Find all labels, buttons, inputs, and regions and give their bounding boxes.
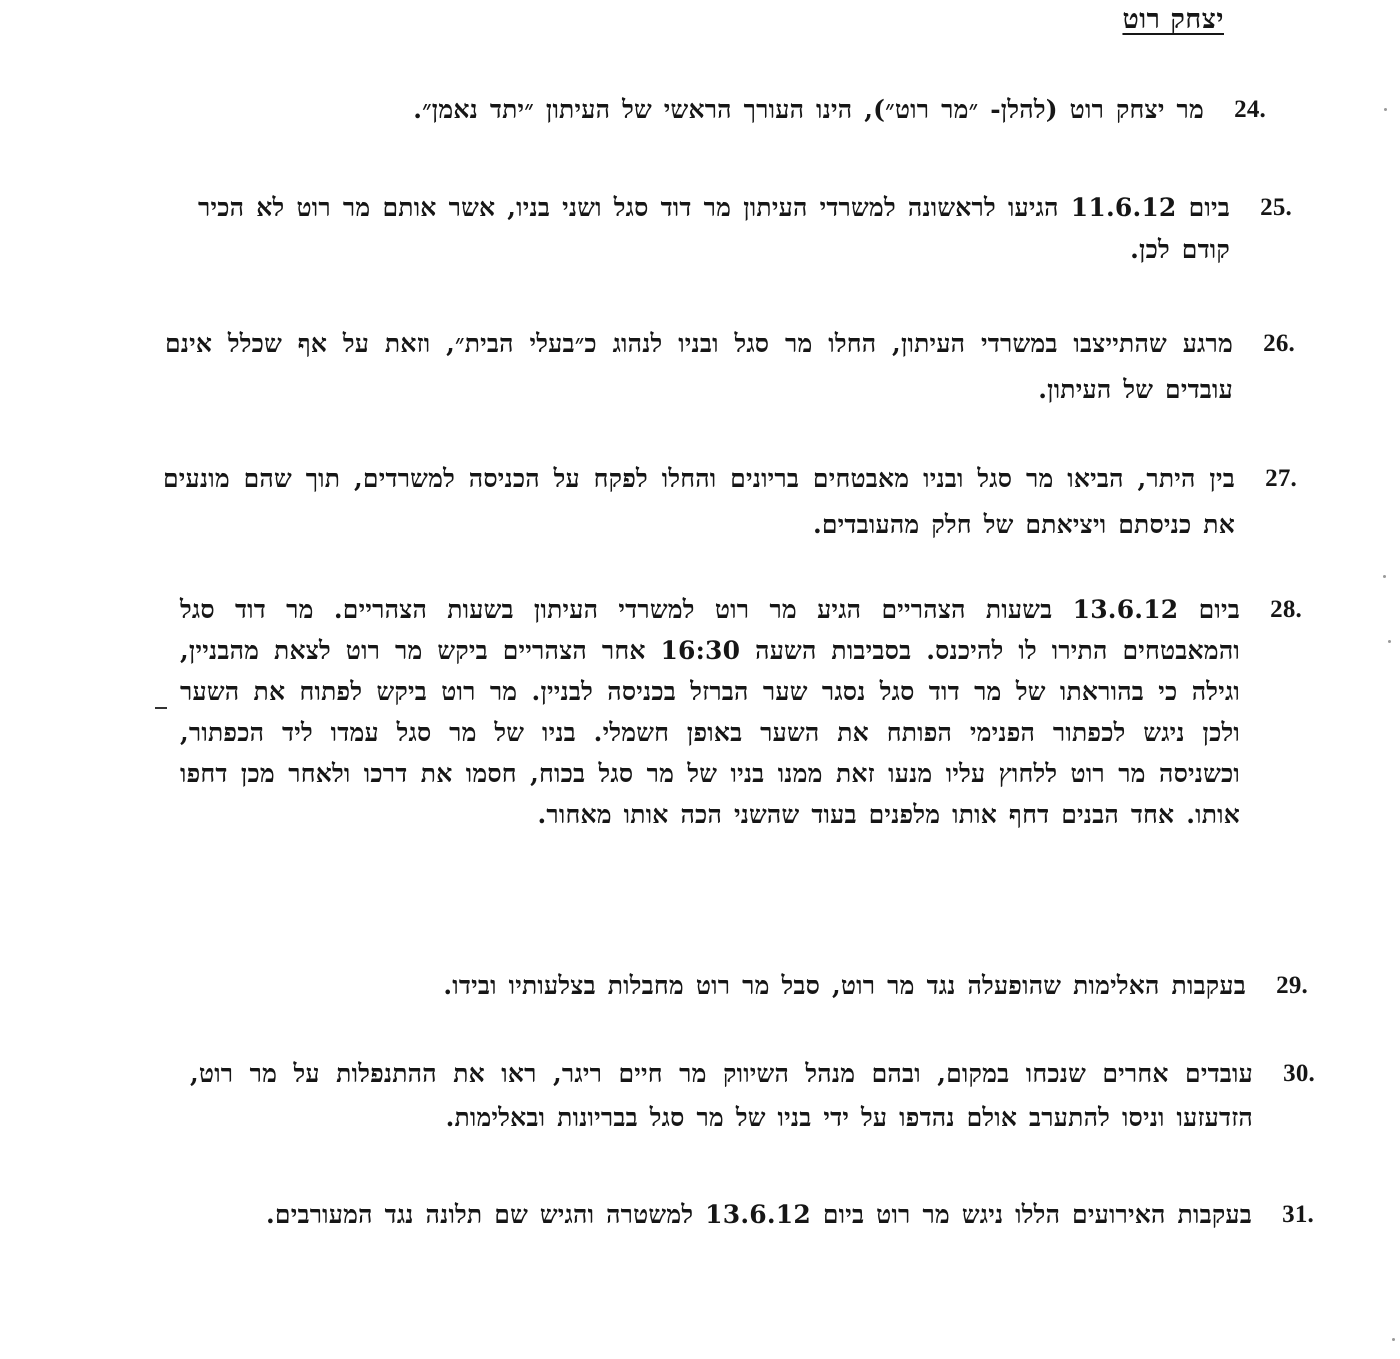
paragraph-text: בעקבות האירועים הללו ניגש מר רוט ביום 13.6.12 למשטרה והגיש שם תלונה נגד המעורבים. (265, 1200, 1252, 1229)
paragraph-number: 31. (1282, 1201, 1314, 1228)
paragraph-29 (356, 966, 1308, 1006)
scan-speck (1388, 640, 1391, 643)
paragraph-text: מר יצחק רוט (להלן- ״מר רוט״), הינו העורך הראשי של העיתון ״יתד נאמן״. (413, 95, 1204, 124)
paragraph-number: 29. (1276, 972, 1308, 999)
paragraph-text: עובדים אחרים שנכחו במקום, ובהם מנהל השיווק מר חיים ריגר, ראו את ההתנפלות על מר רוט, הזדעזעו וניסו להתערב אולם נהדפו על ידי בניו של מר סגל בבריונות ובאלימות. (190, 1059, 1253, 1132)
paragraph-31 (192, 1193, 1314, 1237)
scan-speck (1383, 575, 1386, 578)
paragraph-number: 30. (1283, 1060, 1315, 1087)
paragraph-text: בעקבות האלימות שהופעלה נגד מר רוט, סבל מר רוט מחבלות בצלעותיו ובידו. (443, 971, 1246, 1000)
margin-mark (155, 707, 167, 709)
document-title: יצחק רוט (1122, 4, 1224, 35)
paragraph-28 (180, 589, 1302, 835)
paragraph-25 (198, 187, 1292, 271)
paragraph-number: 25. (1260, 194, 1292, 221)
paragraph-number: 24. (1234, 96, 1266, 123)
paragraph-number: 28. (1270, 596, 1302, 623)
paragraph-text: ביום 11.6.12 הגיעו לראשונה למשרדי העיתון מר דוד סגל ושני בניו, אשר אותם מר רוט לא הכיר קודם לכן. (198, 193, 1230, 264)
scan-speck (1384, 108, 1387, 111)
paragraph-text: ביום 13.6.12 בשעות הצהריים הגיע מר רוט למשרדי העיתון בשעות הצהריים. מר דוד סגל והמאבטחים התירו לו להיכנס. בסביבות השעה 16:30 אחר הצהריים ביקש מר רוט לצאת מהבניין, וגילה כי בהוראתו של מר דוד סגל נסגר שער הברזל בכניסה לבניין. מר רוט ביקש לפתוח את השער ולכן ניגש לכפתור הפנימי הפותח את השער באופן חשמלי. בניו של מר סגל עמדו ליד הכפתור, וכשניסה מר רוט ללחוץ עליו מנעו זאת ממנו בניו של מר סגל בכוח, חסמו את דרכו ולאחר מכן דחפו אותו. אחד הבנים דחף אותו מלפנים בעוד שהשני הכה אותו מאחור. (180, 595, 1240, 829)
paragraph-30 (190, 1052, 1315, 1140)
scan-speck (1392, 1338, 1395, 1341)
paragraph-26 (165, 321, 1295, 413)
paragraph-number: 27. (1265, 465, 1297, 492)
paragraph-text: בין היתר, הביאו מר סגל ובניו מאבטחים בריונים והחלו לפקח על הכניסה למשרדים, תוך שהם מונעים את כניסתם ויציאתם של חלק מהעובדים. (163, 464, 1235, 539)
paragraph-number: 26. (1263, 330, 1295, 357)
paragraph-text: מרגע שהתייצבו במשרדי העיתון, החלו מר סגל ובניו לנהוג כ״בעלי הבית״, וזאת על אף שכלל אינם עובדים של העיתון. (165, 329, 1233, 404)
paragraph-24 (352, 92, 1266, 128)
paragraph-27 (163, 456, 1297, 548)
